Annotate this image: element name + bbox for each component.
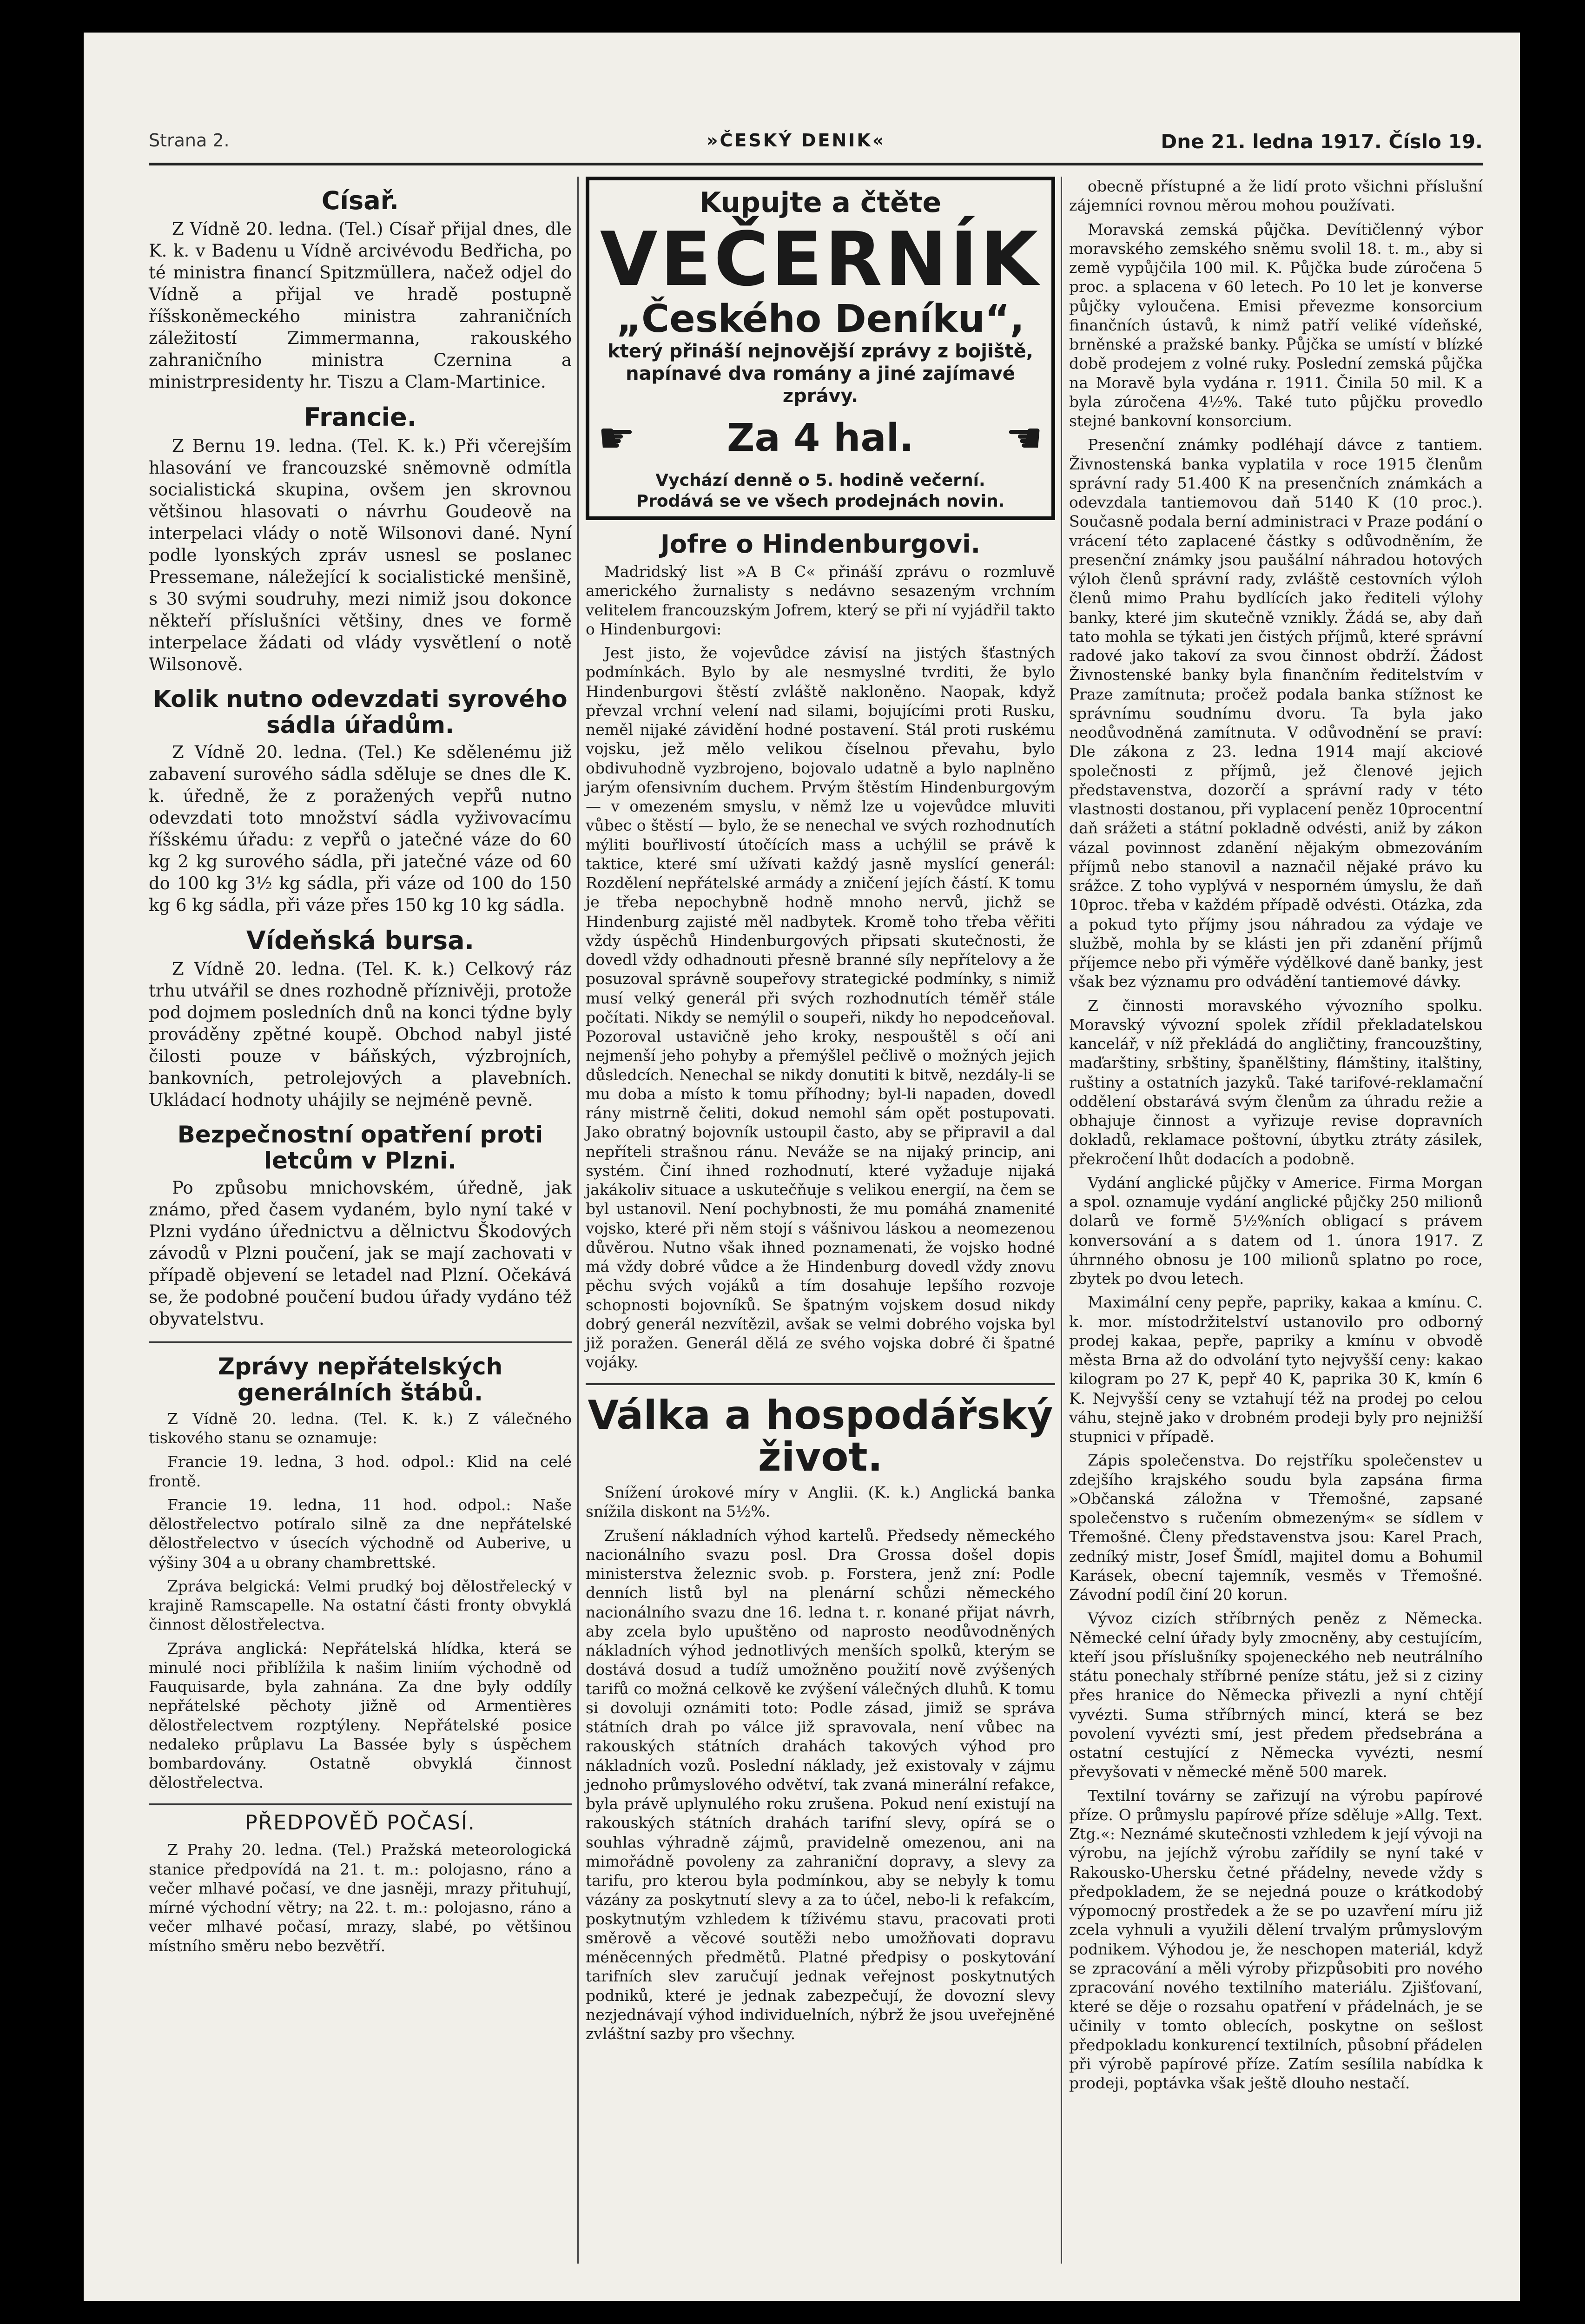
news-item: Vydání anglické půjčky v Americe. Firma Morgan a spol. oznamuje vydání anglické půjčky 250 milionů dolarů ve formě 5½%ních obligací s právem konversování a s datem od 1. února 1917. Z úhrnného obnosu je 100 milionů splatno po roce, zbytek po dvou letech.	[1069, 1173, 1483, 1287]
news-item: Presenční známky podléhají dávce z tantiem. Živnostenská banka vyplatila v roce 1915 členům správní rady 51.400 K na presenčních známkách a odevzdala tantiemovou daň 5140 K (10 proc.). Současně podala berní administraci v Praze podání o vrácení této zaplacené částky s odůvodněním, že presenční známky jsou paušální náhradou hotových výloh členů správní rady, zvláště cestovních výloh členů mimo Prahu bydlících jako řediteli výlohy banky, které jim skutečně vznikly. Žádá se, aby daň tato mohla se týkati jen čistých příjmů, které správní radové jako takoví za svou činnost obdrží. Žádost Živnostenské banky byla finančním ředitelstvím v Praze zamítnuta; pročež podala banka stížnost ke správnímu soudnímu dvoru. Ta byla jako neodůvodněná zamítnuta. V odůvodnění se praví: Dle zákona z 23. ledna 1914 mají akciové společnosti z příjmů, jež členové jejich představenstva, dozorčí a správní rady v této vlastnosti dostanou, při vyplacení peněz 10procentní daň srážeti a státní pokladně odvésti, aniž by zákon vázal povinnost zdanění nějakým obmezováním příjmů nebo stanovil a naznačil nějaké právo ku srážce. Z toho vyplývá v nesporném úmyslu, že daň 10proc. třeba v každém případě odvésti. Otázka, zda a pokud tyto příjmy jsou náhradou za výdaje ve službě, mohla by se klásti jen při zdanění příjmů příjemce nebo při výměře výdělkové daně banky, jest však bez významu pro odvádění tantiemové dávky.	[1069, 436, 1483, 991]
article-title: Kolik nutno odevzdati syrového sádla úřadům.	[153, 685, 568, 739]
article-text: Zpráva belgická: Velmi prudký boj dělostřelecký v krajině Ramscapelle. Na ostatní části fronty obvyklá činnost dělostřelectva.	[149, 1577, 572, 1634]
divider	[149, 1341, 572, 1343]
article-title: Francie.	[304, 403, 417, 432]
column-divider	[577, 177, 579, 2264]
article-text: Z Vídně 20. ledna. (Tel. K. k.) Z válečného tiskového stanu se oznamuje:	[149, 1409, 572, 1447]
article-title: Bezpečnostní opatření proti letcům v Plzni.	[177, 1121, 543, 1174]
ad-footer-line: Vychází denně o 5. hodině večerní.	[655, 470, 985, 490]
article-text: Z Bernu 19. ledna. (Tel. K. k.) Při včerejším hlasování ve francouzské sněmovně odmítla socialistická skupina, ovšem jen skrovnou většinou hlasovati o návrhu Goudeově na interpelaci vlády o notě Wilsonovi dané. Nyní podle lyonských zpráv usnesl se poslanec Pressemane, náležející k socialistické menšině, s 30 svými soudruhy, mezi nimiž jsou dokonce někteří příslušníci většiny, dnes ve formě interpelace žádati od vlády vysvětlení o notě Wilsonově.	[149, 436, 572, 674]
article-text: Zpráva anglická: Nepřátelská hlídka, která se minulé noci přiblížila k našim liniím východně od Fauquisarde, byla zahnána. Za dne byly oddíly nepřátelské pěchoty jižně od Armentières dělostřelectvem rozptýleny. Nepřátelské posice nedaleko průplavu La Bassée byly s úspěchem bombardovány. Ostatně obvyklá činnost dělostřelectva.	[149, 1639, 572, 1792]
forecast-title: PŘEDPOVĚĎ POČASÍ.	[245, 1810, 476, 1835]
news-item: Moravská zemská půjčka. Devítičlenný výbor moravského zemského sněmu svolil 18. t. m., aby si země vypůjčila 100 mil. K. Půjčka bude zúročena 5 proc. a splacena v 60 letech. Po 10 let je konverse půjčky vyloučena. Emisi převezme konsorcium finančních ústavů, k nimž patří veliké vídeňské, brněnské a pražské banky. Půjčka se umístí v blízké době prodejem z volné ruky. Poslední zemská půjčka na Moravě byla vydána r. 1911. Činila 50 mil. K a byla zúročena 4½%. Také tuto půjčku provedlo stejné bankovní konsorcium.	[1069, 220, 1483, 430]
ad-price: Za 4 hal.	[727, 416, 914, 461]
ad-footer-line: Prodává se ve všech prodejnách novin.	[636, 491, 1005, 511]
news-item: Zápis společenstva. Do rejstříku společenstev u zdejšího krajského soudu byla zapsána firma »Občanská záložna v Třemošné, zapsané společenstvo s ručením obmezeným« se sídlem v Třemošné. Členy představenstva jsou: Karel Prach, zedníký mistr, Josef Šmídl, majitel domu a Bohumil Karásek, obecní tajemník, vesměs v Třemošné. Závodní podíl činí 20 korun.	[1069, 1451, 1483, 1604]
column-divider	[1061, 177, 1062, 2264]
article-title: Vídeňská bursa.	[246, 925, 475, 955]
article-text: Z Vídně 20. ledna. (Tel. K. k.) Celkový ráz trhu utvářil se dnes rozhodně příznivěji, protože pod dojmem posledních dnů na konci týdne byly prováděny zpětné koupě. Obchod nabyl jisté čilosti pouze v báňských, výzbrojních, bankovních, petrolejových a plavebních. Ukládací hodnoty uhájily se nejméně pevně.	[149, 958, 572, 1110]
article-text: Francie 19. ledna, 11 hod. odpol.: Naše dělostřelectvo potíralo silně za dne nepřátelské dělostřelectvo v úsecích východně od Auberive, u výšiny 304 a u obrany chambrettské.	[149, 1495, 572, 1571]
article-text: Z Prahy 20. ledna. (Tel.) Pražská meteorologická stanice předpovídá na 21. t. m.: polojasno, ráno a večer mlhavé počasí, ve dne jasněji, mrazy přituhují, mírné východní větry; na 22. t. m.: polojasno, ráno a večer mlhavé počasí, mrazy, slabé, po většinou místního směru nebo bezvětří.	[149, 1841, 572, 1955]
ad-text: který přináší nejnovější zprávy z bojiště, napínavé dva romány a jiné zajímavé zprávy.	[608, 341, 1033, 407]
issue-date: Dne 21. ledna 1917. Číslo 19.	[1161, 130, 1483, 153]
ad-price-row	[598, 412, 1043, 465]
vecernik-advertisement	[586, 177, 1055, 520]
column-3	[1069, 177, 1483, 2264]
page-number: Strana 2.	[149, 130, 230, 151]
news-item: Z činnosti moravského vývozního spolku. Moravský vývozní spolek zřídil překladatelskou kancelář, v níž překládá do angličtiny, francouzštiny, maďarštiny, srbštiny, španělštiny, flámštiny, italštiny, ruštiny a ostatních jazyků. Také tarifové-reklamační oddělení obstarává svým členům za úhradu režie a obhajuje činnost a vyřizuje revise dopravních dokladů, reklamace poštovní, úbytku ztráty zásilek, překročení lhůt dodacích a podobně.	[1069, 996, 1483, 1168]
article-text: Jest jisto, že vojevůdce závisí na jistých šťastných podmínkách. Bylo by ale nesmyslné tvrditi, že bylo Hindenburgovi štěstí zvláště nakloněno. Naopak, když převzal vrchní velení nad silami, bojujícími proti Rusku, neměl nijaké závidění hodné postavení. Stál proti ruskému vojsku, jež mělo velikou číselnou převahu, bylo obdivuhodně vyzbrojeno, bojovalo udatně a bylo naplněno jarým ofensivním duchem. Prvým štěstím Hindenburgovým — v omezeném smyslu, v němž lze u vojevůdce mluviti vůbec o štěstí — bylo, že se nenechal ve svých rozhodnutích mýliti bouřlivostí útočících mass a uchýlil se právě k taktice, které smí užívati každý jasně myslící generál: Rozdělení nepřátelské armády a zničení jejích částí. K tomu je třeba nepochybně hodně mnoho nervů, jichž se Hindenburg zajisté měl nadbytek. Kromě toho třeba věřiti vždy úspěchů Hindenburgových připsati skutečnosti, že dovedl vždy odhadnouti přesně branné síly nepřítelovy a že posuzoval správně soupeřovy strategické podmínky, s nimiž musí velký generál při svých rozhodnutích téměř stále počítati. Nikdy se nemýlil o soupeři, nikdy ho nepodceňoval. Pozoroval ustavičně jeho kroky, nespouštěl s očí ani nejmenší jeho pohyby a přemýšlel pečlivě o možných jejich důsledcích. Nenechal se nikdy donutiti k bitvě, nezdály-li se mu doba a místo k tomu příhodny; byl-li napaden, dovedl rány mistrně čeliti, dokud nemohl sám opět postupovati. Jako obratný bojovník ustoupil často, aby se připravil a dal nepříteli strašnou ránu. Neváže se na nijaký princip, ani systém. Činí ihned rozhodnutí, které vyžaduje nijaká jakákoliv situace a uskutečňuje s velikou energií, na čem se byl ustanovil. Není pochybnosti, že mu pomáhá znamenité vojsko, které při něm stojí s vášnivou láskou a neomezenou důvěrou. Nutno však ihned poznamenati, že vojsko hodné má vždy dobré vůdce a že Hindenburg dovedl vždy znovu pěchu svých vojáků a tím dosahuje lepšího rozvoje schopnosti bojovníků. Se špatným vojskem dosud nikdy dobrý generál nezvítězil, avšak se velmi dobrého vojska byl již poražen. Generál dělá ze svého vojska dobré či špatné vojáky.	[586, 644, 1055, 1372]
forecast-body	[149, 1840, 572, 1955]
newspaper-page	[84, 33, 1520, 2301]
article-text: Z Vídně 20. ledna. (Tel.) Císař přijal dnes, dle K. k. v Badenu u Vídně arcivévodu Bedřicha, po té ministra financí Spitzmüllera, načež odjel do Vídně a přijal ve hradě postupně říšskoněmeckého ministra zahraničních záležitostí Zimmermanna, rakouského zahraničního ministra Czernina a ministrpresidenty hr. Tiszu a Clam-Martinice.	[149, 219, 572, 392]
news-item: Textilní továrny se zařizují na výrobu papírové příze. O průmyslu papírové příze sděluje »Allg. Text. Ztg.«: Neznámé skutečnosti vzhledem k její vývoji na výrobu, na jejíchž výrobu zařídily se nyní také v Rakousko-Uhersku četné přádelny, nevede vždy s předpokladem, že se nejedná pouze o krátkodobý výpomocný prostředek a že se po uzavření míru již zcela vyhnuli a využili dělení trvalým průmyslovým podnikem. Výhodou je, že neschopen materiál, když se zpracování a měli výroby přizpůsobiti pro nového zpracování nového textilního materiálu. Zjišťovaní, které se děje o rozsahu opatření v přádelnách, je se učinily v tomto oblecích, poskytne on sešlost předpokladu konkurencí textilních, působní přádelen při výrobě papírové příze. Zatím sesílila nabídka k prodeji, poptávka však ještě dlouho nestačí.	[1069, 1786, 1483, 2093]
column-2	[586, 177, 1055, 2264]
article-body	[586, 1483, 1055, 2043]
article-text: obecně přístupné a že lidí proto všichni příslušní zájemníci rovnou měrou mohou používati.	[1069, 177, 1483, 215]
news-item: Maximální ceny pepře, papriky, kakaa a kmínu. C. k. mor. místodržitelství ustanovilo pro odborný prodej kakaa, pepře, papriky a kmínu v obvodě města Brna až do odvolání tyto nejvyšší ceny: kakao kilogram po 27 K, pepř 40 K, paprika 30 K, kmín 6 K. Nejvyšší ceny se vztahují též na prodej po celou váhu, stejně jako v drobném prodeji byly pro nejnižší stupnici v případě.	[1069, 1293, 1483, 1446]
news-item: Vývoz cizích stříbrných peněz z Německa. Německé celní úřady byly zmocněny, aby cestujícím, kteří jsou příslušníky spojeneckého neb neutrálního státu ponechaly stříbrné peníze státu, jež si z ciziny přes hranice do Německa přivezli a nyní chtějí vyvézti. Suma stříbrných mincí, která se bez povolení vyvézti smí, jest předem předsebrána a ostatní cestující z Německa vyvézti, nesmí převyšovati v německé měně 500 marek.	[1069, 1609, 1483, 1781]
divider	[149, 1803, 572, 1805]
article-text: Francie 19. ledna, 3 hod. odpol.: Klid na celé frontě.	[149, 1452, 572, 1490]
ad-title: VEČERNÍK	[600, 216, 1041, 303]
column-1	[149, 177, 572, 2264]
article-text: Po způsobu mnichovském, úředně, jak známo, před časem vydaném, bylo nyní také v Plzni vydáno úřednictvu a dělnictvu Škodových závodů v Plzni poučení, jak se mají zachovati v případě objevení se letadel nad Plzní. Očekává se, že podobné poučení budou úřady vydáno též obyvatelstvu.	[149, 1177, 572, 1329]
article-body	[149, 1409, 572, 1792]
ad-top-line: Kupujte a čtěte	[699, 186, 942, 219]
ad-subtitle: „Českého Deníku“,	[616, 297, 1024, 342]
article-text: Snížení úrokové míry v Anglii. (K. k.) Anglická banka snížila diskont na 5½%.	[586, 1483, 1055, 1521]
article-body	[586, 562, 1055, 1372]
article-text: Z Vídně 20. ledna. (Tel.) Ke sdělenému již zabavení surového sádla sděluje se dnes dle K. k. úředně, že z poražených vepřů nutno odevzdati toto množství sádla vyživovacímu říšskému úřadu: z vepřů o jatečné váze do 60 kg 2 kg surového sádla, při jatečné váze od 60 do 100 kg 3½ kg sádla, při váze od 100 do 150 kg 6 kg sádla, při váze přes 150 kg 10 kg sádla.	[149, 742, 572, 915]
article-title: Zprávy nepřátelských generálních štábů.	[218, 1353, 503, 1406]
divider	[586, 1383, 1055, 1385]
masthead	[149, 125, 1483, 165]
paper-name: »ČESKÝ DENIK«	[707, 130, 886, 151]
article-text: Zrušení nákladních výhod kartelů. Předsedy německého nacionálního svazu posl. Dra Grossa došel dopis ministerstva železnic svob. p. Forstera, jenž zní: Podle denních listů byl na plenární schůzi německého nacionálního svazu dne 16. ledna t. r. konané přijat návrh, aby zcela bylo upuštěno od naprosto neodůvodněných nákladních výhod jednotlivých menších spolků, kterým se dostává dosud a tudíž umožněno použití nově zvýšených tarifů co možná celkově ke zvýšení válečných dluhů. K tomu si dovoluji oznámiti toto: Podle zásad, jimiž se správa státních drah po válce již spravovala, není vůbec na rakouských státních drahách takových výhod pro nákladních vozů. Poslední náklady, jež existovaly v zájmu jednoho průmyslového odvětví, tak zvaná minerální refakce, byla právě uplynulého roku zrušena. Pokud není existují na rakouských státních drahách tarifní slevy, opírá se o souhlas výhradně zájmů, pravidelně omezenou, ani na mimořádně povoleny za zahraniční dopravy, a slevy za tarifu, pro kterou byla podmínkou, aby se nebyly k tomu vázány za poskytnutí slevy a za to účel, nebo-li k refakcím, poskytnutým vzhledem k tíživému stavu, pracovati proti směrově a věcové soutěži nebo umožňovati dopravu méněcenných předmětů. Platné předpisy o poskytování tarifních slev zaručují jednak veřejnost poskytnutých podniků, které je jednak zabezpečují, že dovozní slevy nezjednávají výhod individuelních, nýbrž že jsou uveřejněné zvláštní sazby pro všechny.	[586, 1526, 1055, 2043]
article-title: Císař.	[321, 186, 399, 215]
pointing-hand-left-icon: ☚	[1005, 414, 1043, 463]
pointing-hand-right-icon: ☛	[598, 414, 635, 463]
section-title: Válka a hospodářský život.	[588, 1392, 1053, 1480]
article-text: Madridský list »A B C« přináší zprávu o rozmluvě amerického žurnalisty s nedávno sesazeným vrchním velitelem francouzským Jofrem, který se při ní vyjádřil takto o Hindenburgovi:	[586, 562, 1055, 638]
article-title: Jofre o Hindenburgovi.	[660, 529, 981, 559]
